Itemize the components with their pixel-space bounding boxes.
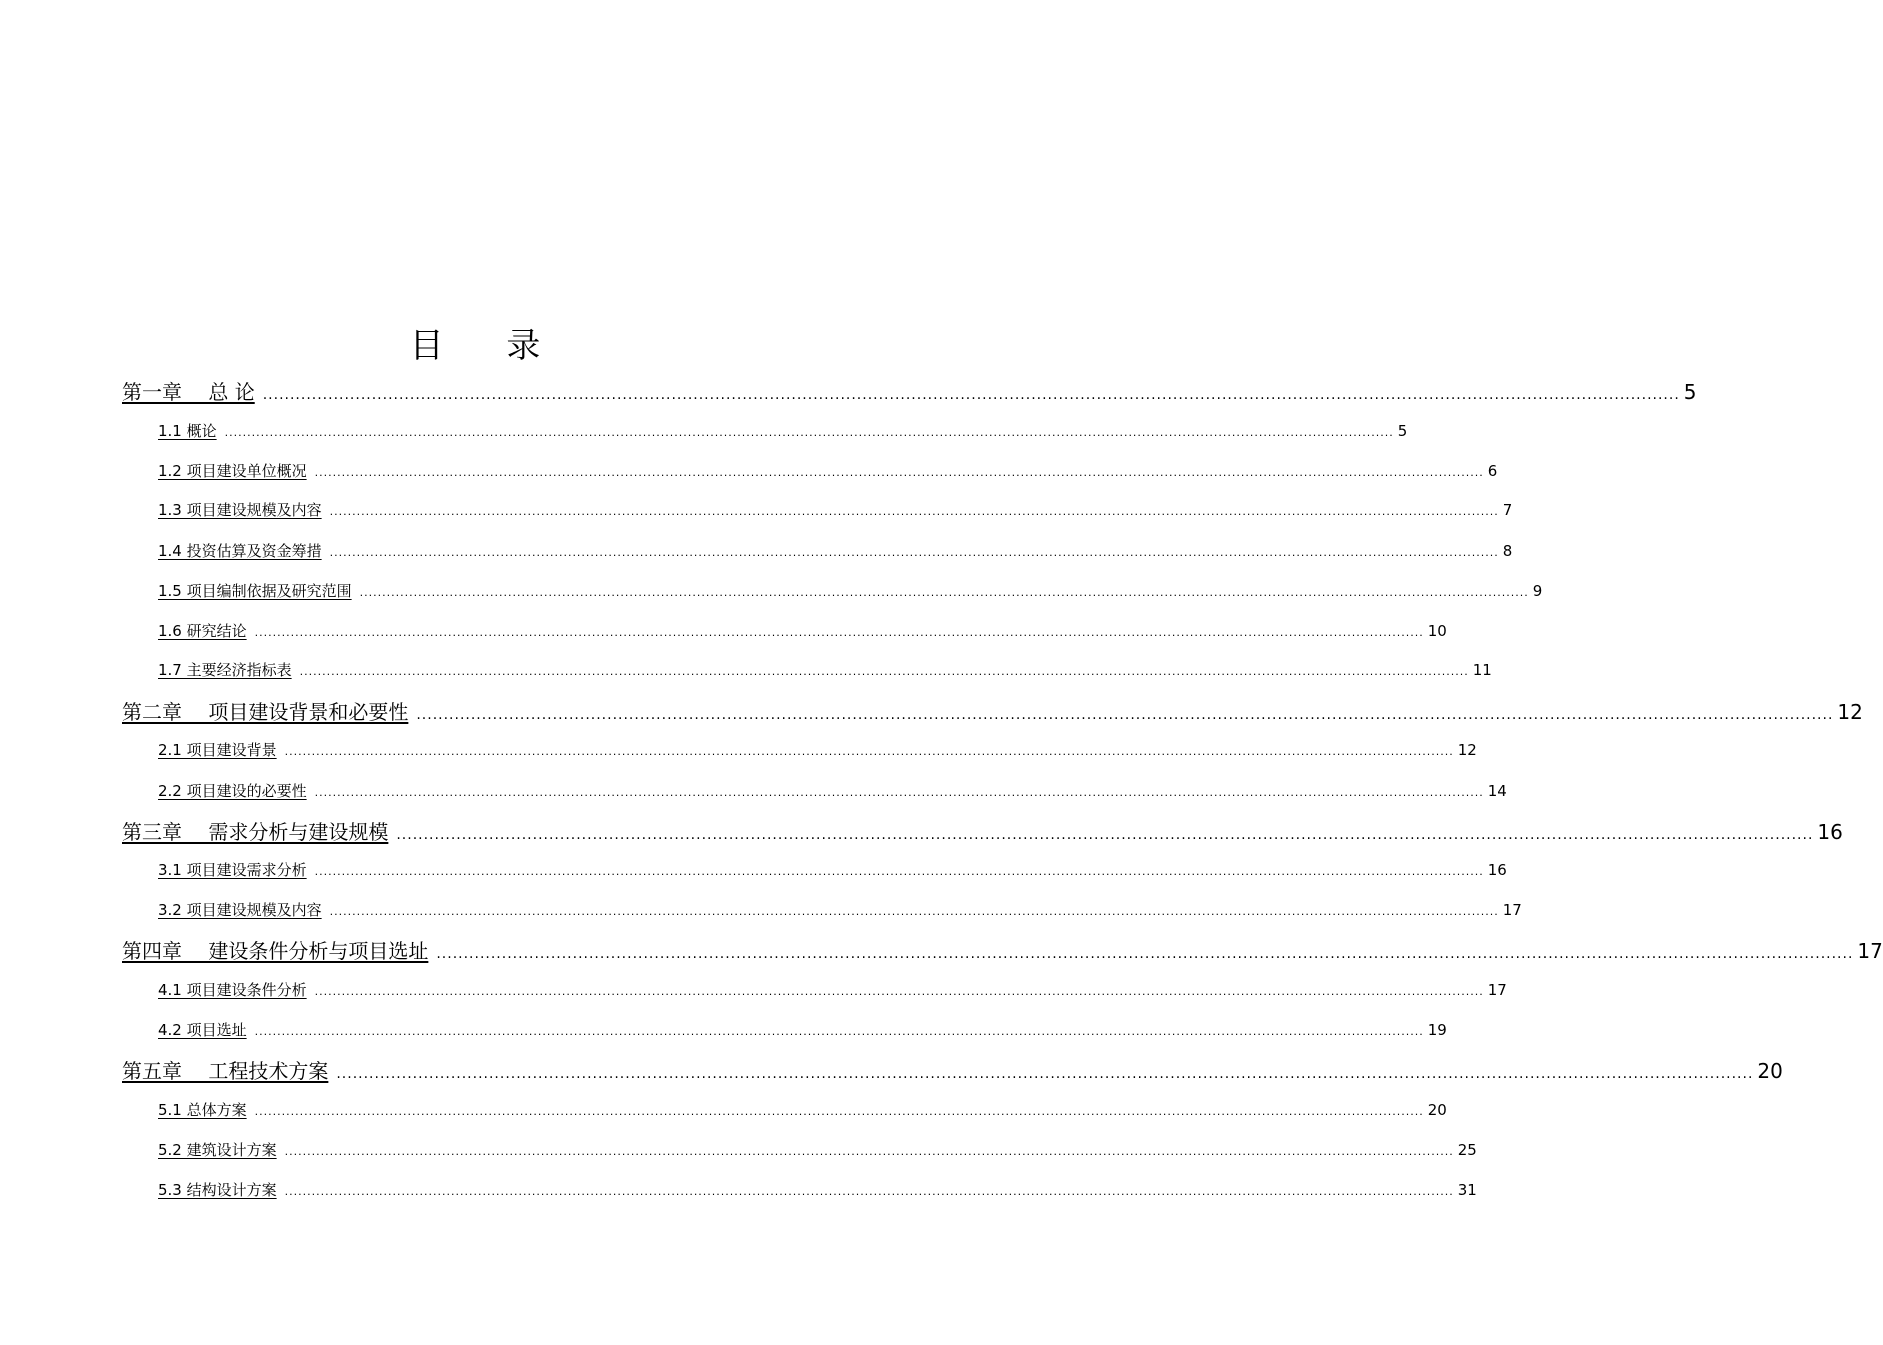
toc-dot-leader: ....................................................................................................................................................................................................................................................................: [314, 466, 1484, 479]
toc-page-number: 5: [1397, 422, 1408, 440]
toc-dot-leader: ....................................................................................................................................................................................................................................................................: [329, 546, 1499, 559]
toc-page-number: 9: [1532, 582, 1543, 600]
toc-section-entry[interactable]: [158, 460, 1498, 482]
toc-entry-label[interactable]: 第一章 总 论: [122, 380, 255, 404]
toc-page-number: 25: [1457, 1141, 1477, 1159]
toc-chapter-entry[interactable]: [122, 816, 1843, 844]
toc-page-number: 14: [1487, 782, 1507, 800]
toc-dot-leader: ....................................................................................................................................................................................................................................................................: [396, 827, 1814, 843]
toc-page-number: 17: [1487, 981, 1507, 999]
toc-entry-label[interactable]: 5.2 建筑设计方案: [158, 1141, 277, 1159]
toc-page-number: 20: [1757, 1059, 1783, 1083]
toc-entry-label[interactable]: 第二章 项目建设背景和必要性: [122, 700, 409, 724]
toc-section-entry[interactable]: [158, 620, 1447, 642]
toc-section-entry[interactable]: [158, 1139, 1477, 1161]
toc-page-number: 16: [1487, 861, 1507, 879]
toc-page-number: 11: [1472, 661, 1492, 679]
toc-entry-label[interactable]: 第三章 需求分析与建设规模: [122, 820, 389, 844]
toc-section-entry[interactable]: [158, 540, 1513, 562]
toc-chapter-entry[interactable]: [122, 696, 1863, 724]
toc-dot-leader: ....................................................................................................................................................................................................................................................................: [224, 426, 1394, 439]
toc-dot-leader: ....................................................................................................................................................................................................................................................................: [262, 387, 1680, 403]
toc-chapter-entry[interactable]: [122, 376, 1697, 404]
toc-entry-label[interactable]: 2.1 项目建设背景: [158, 741, 277, 759]
toc-entry-label[interactable]: 5.3 结构设计方案: [158, 1181, 277, 1199]
toc-section-entry[interactable]: [158, 1179, 1477, 1201]
toc-page-number: 20: [1427, 1101, 1447, 1119]
toc-section-entry[interactable]: [158, 859, 1507, 881]
toc-entry-label[interactable]: 1.7 主要经济指标表: [158, 661, 292, 679]
toc-entry-label[interactable]: 第五章 工程技术方案: [122, 1059, 329, 1083]
toc-page-number: 5: [1683, 380, 1697, 404]
toc-entry-label[interactable]: 1.6 研究结论: [158, 622, 247, 640]
toc-section-entry[interactable]: [158, 780, 1507, 802]
toc-title: 目 录: [409, 326, 567, 366]
toc-page-number: 17: [1502, 901, 1522, 919]
toc-dot-leader: ....................................................................................................................................................................................................................................................................: [359, 586, 1529, 599]
toc-entry-label[interactable]: 1.2 项目建设单位概况: [158, 462, 307, 480]
toc-section-entry[interactable]: [158, 1099, 1447, 1121]
toc-entry-label[interactable]: 3.1 项目建设需求分析: [158, 861, 307, 879]
toc-dot-leader: ....................................................................................................................................................................................................................................................................: [254, 626, 1424, 639]
toc-section-entry[interactable]: [158, 979, 1507, 1001]
toc-dot-leader: ....................................................................................................................................................................................................................................................................: [299, 665, 1469, 678]
toc-section-entry[interactable]: [158, 1019, 1447, 1041]
toc-section-entry[interactable]: [158, 899, 1522, 921]
toc-entry-label[interactable]: 1.5 项目编制依据及研究范围: [158, 582, 352, 600]
toc-chapter-entry[interactable]: [122, 1055, 1783, 1083]
toc-dot-leader: ....................................................................................................................................................................................................................................................................: [436, 946, 1854, 962]
toc-entry-label[interactable]: 4.1 项目建设条件分析: [158, 981, 307, 999]
toc-dot-leader: ....................................................................................................................................................................................................................................................................: [284, 745, 1454, 758]
toc-page-number: 8: [1502, 542, 1513, 560]
toc-entry-label[interactable]: 2.2 项目建设的必要性: [158, 782, 307, 800]
toc-page-number: 6: [1487, 462, 1498, 480]
toc-section-entry[interactable]: [158, 659, 1492, 681]
toc-entry-label[interactable]: 5.1 总体方案: [158, 1101, 247, 1119]
toc-page-number: 16: [1817, 820, 1843, 844]
toc-dot-leader: ....................................................................................................................................................................................................................................................................: [329, 505, 1499, 518]
toc-section-entry[interactable]: [158, 420, 1408, 442]
toc-section-entry[interactable]: [158, 739, 1477, 761]
toc-entry-label[interactable]: 1.1 概论: [158, 422, 217, 440]
toc-dot-leader: ....................................................................................................................................................................................................................................................................: [314, 865, 1484, 878]
toc-section-entry[interactable]: [158, 580, 1543, 602]
toc-page-number: 12: [1837, 700, 1863, 724]
toc-dot-leader: ....................................................................................................................................................................................................................................................................: [254, 1105, 1424, 1118]
toc-section-entry[interactable]: [158, 499, 1513, 521]
toc-dot-leader: ....................................................................................................................................................................................................................................................................: [314, 985, 1484, 998]
toc-dot-leader: ....................................................................................................................................................................................................................................................................: [329, 905, 1499, 918]
toc-entry-label[interactable]: 1.4 投资估算及资金筹措: [158, 542, 322, 560]
toc-entry-label[interactable]: 1.3 项目建设规模及内容: [158, 501, 322, 519]
toc-dot-leader: ....................................................................................................................................................................................................................................................................: [284, 1145, 1454, 1158]
toc-page-number: 17: [1857, 939, 1883, 963]
toc-page-number: 12: [1457, 741, 1477, 759]
toc-dot-leader: ....................................................................................................................................................................................................................................................................: [284, 1185, 1454, 1198]
toc-dot-leader: ....................................................................................................................................................................................................................................................................: [416, 707, 1834, 723]
toc-dot-leader: ....................................................................................................................................................................................................................................................................: [254, 1025, 1424, 1038]
toc-entry-label[interactable]: 4.2 项目选址: [158, 1021, 247, 1039]
toc-page-number: 7: [1502, 501, 1513, 519]
toc-dot-leader: ....................................................................................................................................................................................................................................................................: [336, 1066, 1754, 1082]
toc-entry-label[interactable]: 第四章 建设条件分析与项目选址: [122, 939, 429, 963]
toc-page-number: 10: [1427, 622, 1447, 640]
toc-dot-leader: ....................................................................................................................................................................................................................................................................: [314, 786, 1484, 799]
toc-page-number: 31: [1457, 1181, 1477, 1199]
toc-page-number: 19: [1427, 1021, 1447, 1039]
toc-chapter-entry[interactable]: [122, 935, 1883, 963]
toc-entry-label[interactable]: 3.2 项目建设规模及内容: [158, 901, 322, 919]
